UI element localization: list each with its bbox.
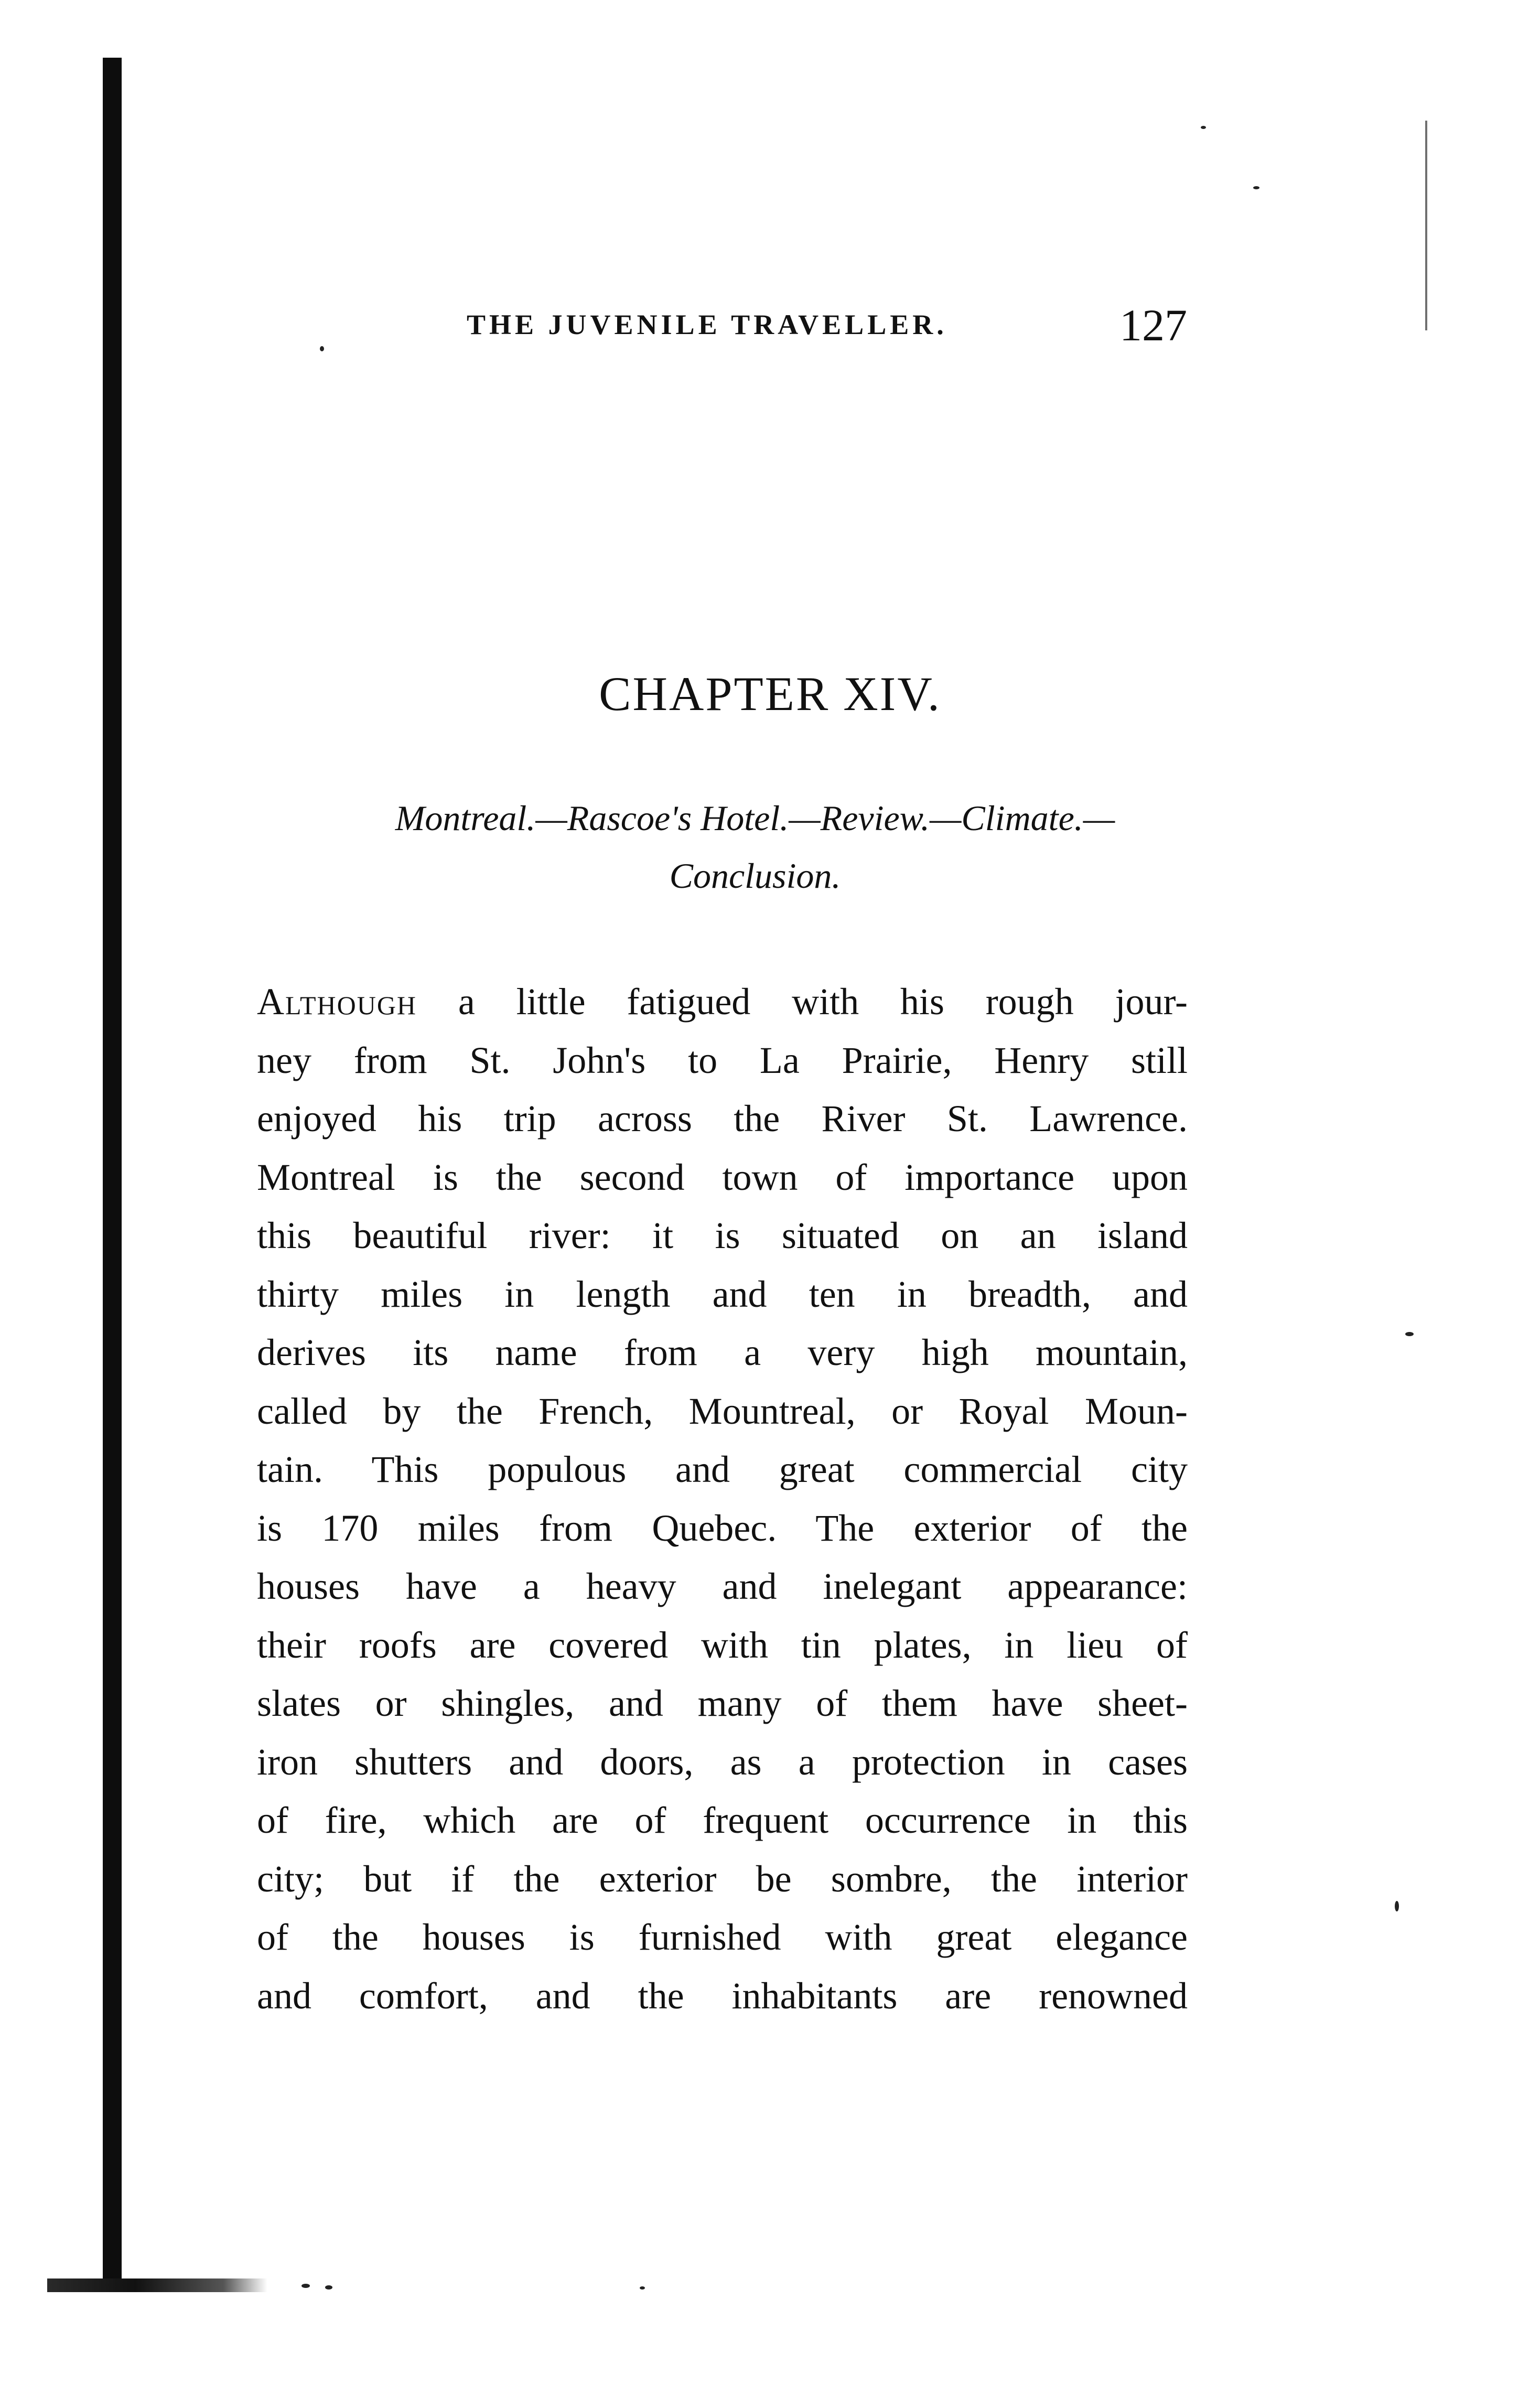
text-line: called by the French, Mountreal, or Royal Moun-: [257, 1390, 1188, 1432]
scan-speck: [1253, 186, 1259, 189]
scan-speck: [1405, 1332, 1414, 1336]
page-right-edge-mark: [1425, 121, 1427, 330]
scan-speck: [320, 346, 324, 351]
text-line: thirty miles in length and ten in breadth, and: [257, 1273, 1188, 1315]
text-line: [257, 973, 1188, 1031]
text-line: Montreal is the second town of importance upon: [257, 1156, 1188, 1198]
drop-word: Although: [257, 981, 417, 1023]
page-number: 127: [1119, 300, 1187, 350]
page-binding-edge: [103, 58, 122, 2292]
text-line: of the houses is furnished with great elegance: [257, 1916, 1188, 1958]
text-line: enjoyed his trip across the River St. Lawrence.: [257, 1098, 1188, 1140]
text-line: this beautiful river: it is situated on an island: [257, 1215, 1188, 1256]
text-line: of fire, which are of frequent occurrence in this: [257, 1799, 1188, 1841]
running-head-title: THE JUVENILE TRAVELLER.: [467, 309, 947, 340]
chapter-title: CHAPTER XIV.: [599, 667, 941, 721]
chapter-summary: [231, 789, 1279, 905]
scan-speck: [325, 2285, 332, 2290]
text-line: houses have a heavy and inelegant appearance:: [257, 1565, 1188, 1607]
scan-speck: [1395, 1901, 1399, 1911]
text-line: ney from St. John's to La Prairie, Henry still: [257, 1039, 1188, 1081]
scan-speck: [1201, 126, 1206, 129]
text-line: is 170 miles from Quebec. The exterior of the: [257, 1507, 1188, 1549]
running-head: [467, 299, 1253, 350]
text-line: city; but if the exterior be sombre, the interior: [257, 1857, 1188, 1900]
scan-speck: [640, 2286, 645, 2290]
text-line-rest: a little fatigued with his rough jour-: [417, 981, 1188, 1023]
text-line: slates or shingles, and many of them have sheet-: [257, 1682, 1188, 1724]
text-line: and comfort, and the inhabitants are renowned: [257, 1974, 1188, 2017]
chapter-summary-line: Conclusion.: [669, 856, 841, 896]
page-binding-shadow: [47, 2278, 267, 2292]
text-line: iron shutters and doors, as a protection in cases: [257, 1740, 1188, 1783]
chapter-summary-line: Montreal.—Rascoe's Hotel.—Review.—Climate.—: [395, 798, 1115, 838]
text-line: tain. This populous and great commercial city: [257, 1448, 1188, 1490]
text-line: derives its name from a very high mountain,: [257, 1331, 1188, 1373]
text-line: their roofs are covered with tin plates, in lieu of: [257, 1624, 1188, 1666]
body-paragraph: [257, 973, 1188, 2025]
scan-speck: [301, 2284, 310, 2288]
